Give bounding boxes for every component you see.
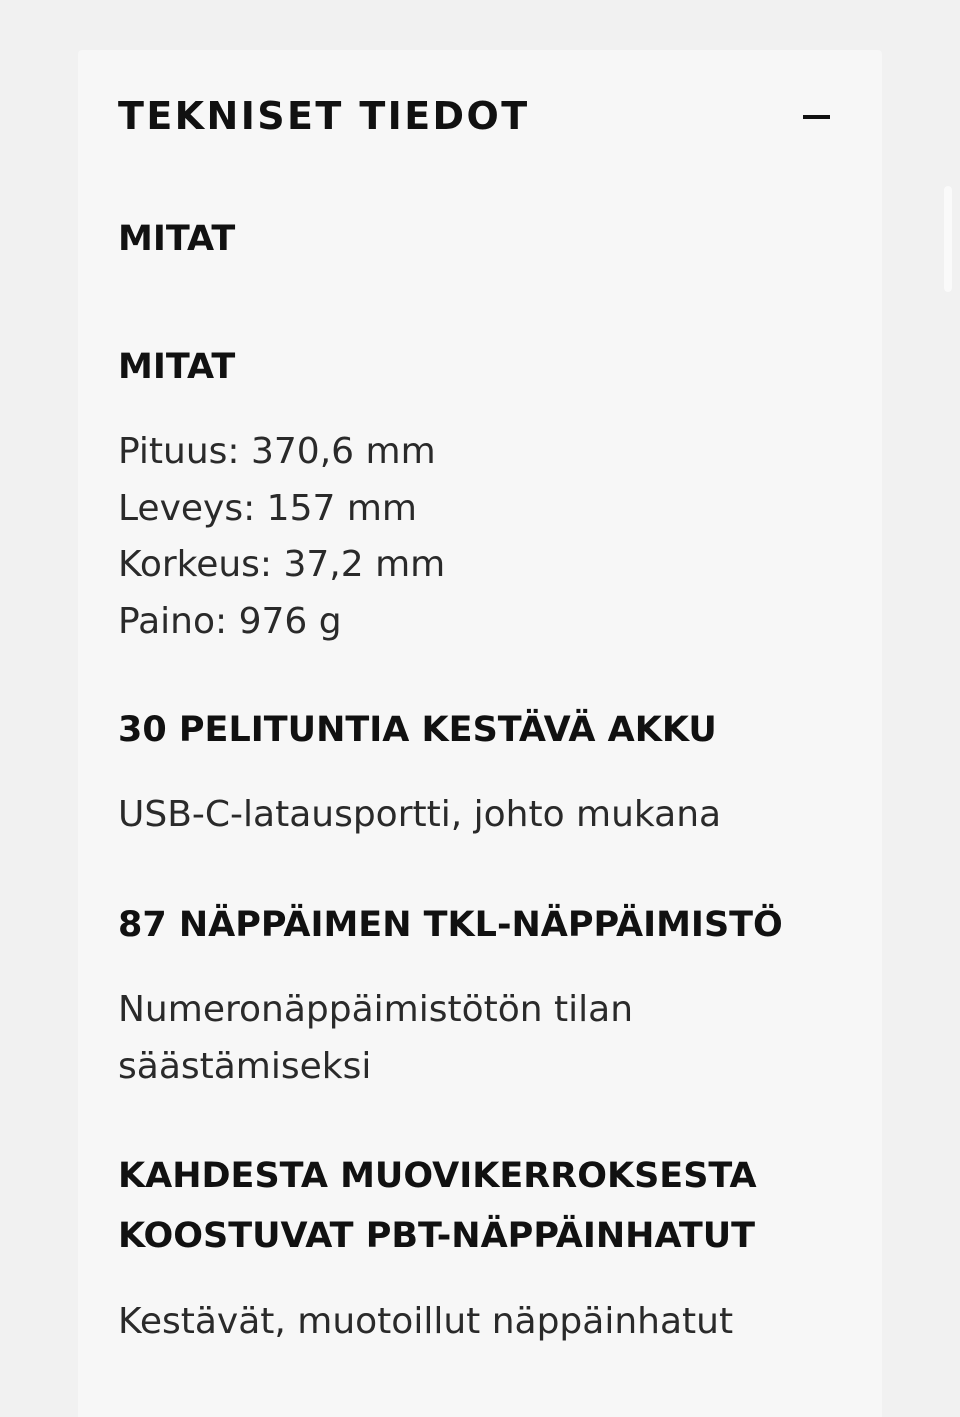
keyboard-heading: 87 NÄPPÄIMEN TKL-NÄPPÄIMISTÖ — [118, 905, 783, 945]
keyboard-description-line-2: säästämiseksi — [118, 1045, 372, 1087]
scroll-indicator[interactable] — [944, 186, 952, 292]
keycaps-heading-line-1: KAHDESTA MUOVIKERROKSESTA — [118, 1156, 757, 1196]
dimensions-heading: MITAT — [118, 347, 236, 387]
weight-spec: Paino: 976 g — [118, 600, 342, 642]
dimensions-list — [118, 424, 445, 650]
minus-icon — [803, 115, 830, 119]
width-spec: Leveys: 157 mm — [118, 487, 417, 529]
keyboard-description — [118, 982, 633, 1095]
accordion-header[interactable] — [118, 96, 842, 136]
keycaps-heading — [118, 1146, 757, 1266]
tech-specs-panel — [78, 50, 882, 1417]
length-spec: Pituus: 370,6 mm — [118, 431, 436, 472]
height-spec: Korkeus: 37,2 mm — [118, 544, 446, 585]
battery-heading: 30 PELITUNTIA KESTÄVÄ AKKU — [118, 710, 717, 750]
collapse-button[interactable] — [802, 102, 832, 132]
keyboard-description-line-1: Numeronäppäimistötön tilan — [118, 989, 634, 1030]
keycaps-heading-line-2: KOOSTUVAT PBT-NÄPPÄINHATUT — [118, 1216, 755, 1256]
battery-description — [118, 787, 721, 844]
battery-description-text: USB-C-latausportti, johto mukana — [118, 794, 722, 835]
keycaps-description — [118, 1294, 733, 1351]
dimensions-group-heading: MITAT — [118, 219, 236, 259]
accordion-title: TEKNISET TIEDOT — [118, 94, 530, 138]
keycaps-description-text: Kestävät, muotoillut näppäinhatut — [118, 1301, 734, 1342]
